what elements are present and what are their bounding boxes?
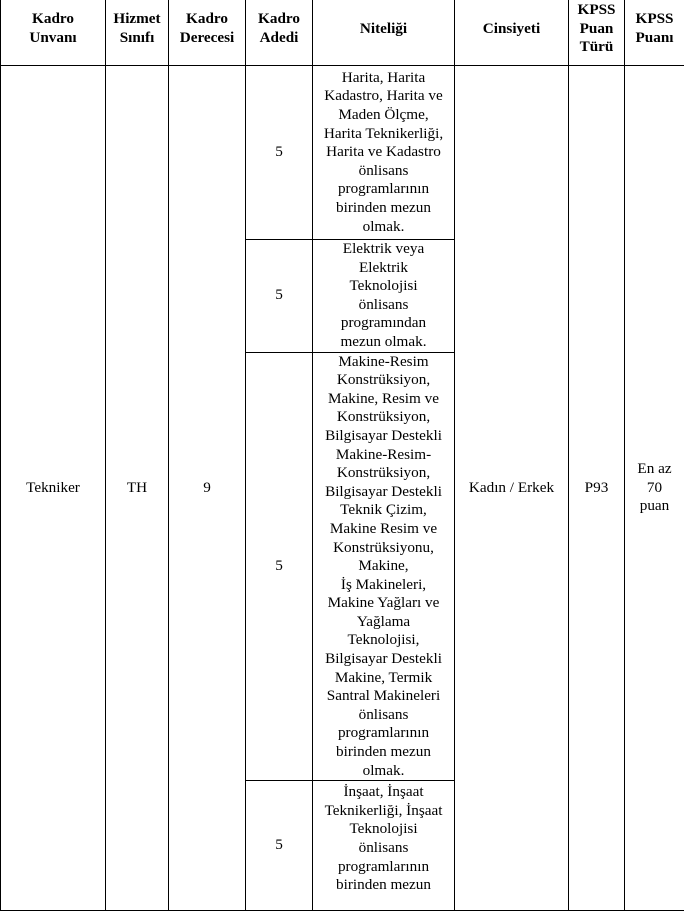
header-cinsiyeti: Cinsiyeti: [455, 0, 569, 66]
cell-niteligi: Elektrik veya Elektrik Teknolojisi önlisans programından mezun olmak.: [313, 240, 455, 353]
cell-niteligi-wrapper: [313, 781, 455, 911]
cell-kadro-derecesi: 9: [169, 66, 246, 911]
header-kadro-unvani: Kadro Unvanı: [1, 0, 106, 66]
header-niteligi: Niteliği: [313, 0, 455, 66]
cell-kadro-adedi: 5: [246, 240, 313, 353]
header-kadro-adedi: Kadro Adedi: [246, 0, 313, 66]
cell-kpss-puan-turu: P93: [569, 66, 625, 911]
cell-cinsiyeti: Kadın / Erkek: [455, 66, 569, 911]
cell-kadro-adedi: 5: [246, 352, 313, 781]
cell-hizmet-sinifi: TH: [106, 66, 169, 911]
header-kadro-derecesi: Kadro Derecesi: [169, 0, 246, 66]
header-kpss-puani: KPSS Puanı: [625, 0, 684, 66]
cell-kadro-adedi: 5: [246, 66, 313, 240]
cell-niteligi: Makine-Resim Konstrüksiyon, Makine, Resim ve Konstrüksiyon, Bilgisayar Destekli Makine-Resim- Konstrüksiyon, Bilgisayar Destekli Teknik Çizim, Makine Resim ve Konstrüksiyonu, Makine, İş Makineleri, Makine Yağları ve Yağlama Teknolojisi, Bilgisayar Destekli Makine, Termik Santral Makineleri önlisans programlarının birinden mezun olmak.: [313, 352, 455, 781]
header-hizmet-sinifi: Hizmet Sınıfı: [106, 0, 169, 66]
cell-kadro-unvani: Tekniker: [1, 66, 106, 911]
table-row: [1, 66, 684, 240]
header-kpss-puan-turu: KPSS Puan Türü: [569, 0, 625, 66]
cell-niteligi: İnşaat, İnşaat Teknikerliği, İnşaat Teknolojisi önlisans programlarının birinden mezun: [316, 781, 451, 895]
header-row: [1, 0, 684, 66]
cell-kadro-adedi: 5: [246, 781, 313, 911]
cell-kpss-puani: En az 70 puan: [625, 66, 684, 911]
cell-niteligi: Harita, Harita Kadastro, Harita ve Maden Ölçme, Harita Teknikerliği, Harita ve Kadastro önlisans programlarının birinden mezun olmak.: [313, 66, 455, 240]
